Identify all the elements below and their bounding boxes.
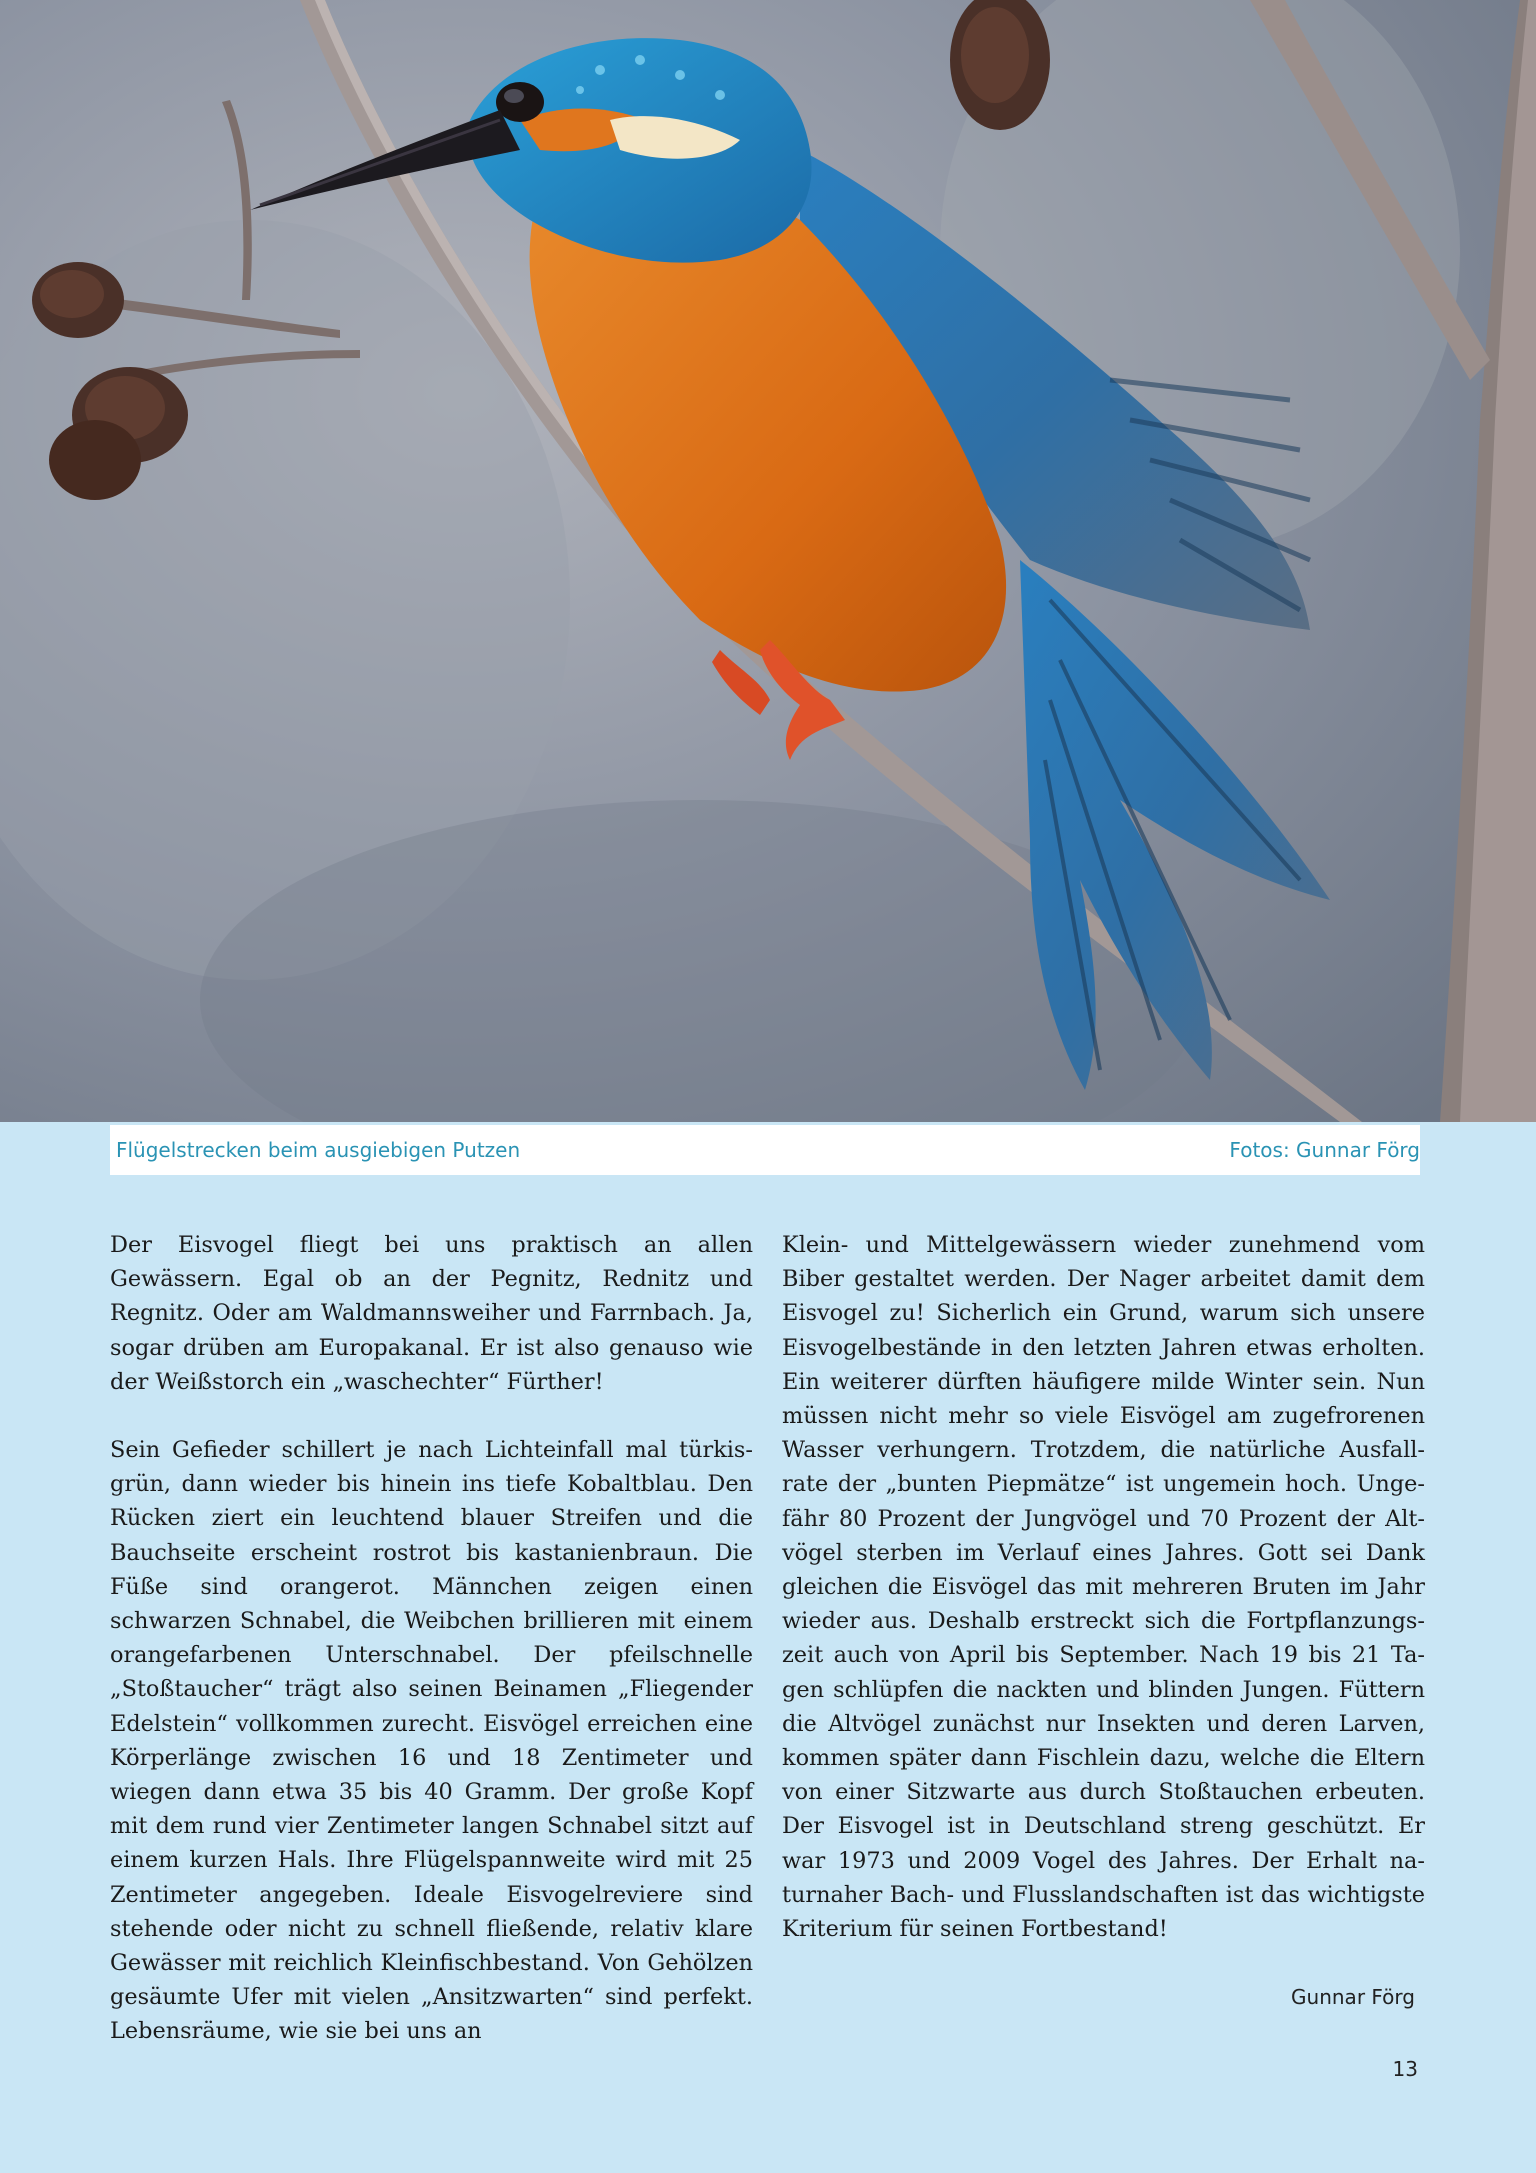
article-left-column [110, 1228, 753, 2049]
article-right-column [782, 1228, 1425, 1946]
photo-caption: Flügelstrecken beim ausgiebigen Putzen [116, 1138, 521, 1162]
photo-caption-bar [110, 1125, 1420, 1175]
article-author: Gunnar Förg [1291, 1985, 1415, 2009]
paragraph: Sein Gefieder schillert je nach Lichteinfall mal türkisgrün, dann wieder bis hinein ins tiefe Kobaltblau. Den Rücken ziert ein leuchtend blauer Streifen und die Bauchseite erscheint rostrot bis kastanienbraun. Die Füße sind orangerot. Männchen zeigen einen schwarzen Schnabel, die Weibchen brillieren mit einem orangefarbenen Unterschnabel. Der pfeilschnelle „Stoßtaucher“ trägt also seinen Beinamen „Fliegender Edelstein“ vollkommen zurecht. Eisvögel erreichen eine Körperlänge zwischen 16 und 18 Zentimeter und wiegen dann etwa 35 bis 40 Gramm. Der große Kopf mit dem rund vier Zentimeter langen Schnabel sitzt auf einem kurzen Hals. Ihre Flügelspannweite wird mit 25 Zentimeter angegeben. Ideale Eisvogelreviere sind stehende oder nicht zu schnell fließende, relativ klare Gewässer mit reichlich Kleinfischbestand. Von Gehölzen gesäumte Ufer mit vielen „Ansitzwarten“ sind perfekt. Lebensräume, wie sie bei uns an [110, 1437, 753, 2045]
photo-credit: Fotos: Gunnar Förg [1229, 1138, 1420, 1162]
paragraph: Der Eisvogel fliegt bei uns praktisch an allen Gewässern. Egal ob an der Pegnitz, Rednitz und Regnitz. Oder am Waldmannsweiher und Farrnbach. Ja, sogar drüben am Europakanal. Er ist also genauso wie der Weißstorch ein „waschechter“ Fürther! [110, 1232, 753, 1395]
paragraph: Klein- und Mittelgewässern wieder zunehmend vom Biber gestaltet werden. Der Nager arbeitet damit dem Eisvogel zu! Sicherlich ein Grund, warum sich unsere Eisvogelbestände in den letzten Jahren etwas erholten. Ein weiterer dürften häufigere milde Winter sein. Nun müssen nicht mehr so viele Eisvögel am zugefrorenen Wasser verhungern. Trotzdem, die natürliche Ausfallrate der „bunten Piepmätze“ ist ungemein hoch. Ungefähr 80 Prozent der Jungvögel und 70 Prozent der Altvögel sterben im Verlauf eines Jahres. Gott sei Dank gleichen die Eisvögel das mit mehreren Bruten im Jahr wieder aus. Deshalb erstreckt sich die Fortpflanzungszeit auch von April bis September. Nach 19 bis 21 Tagen schlüpfen die nackten und blinden Jungen. Füttern die Altvögel zunächst nur Insekten und deren Larven, kommen später dann Fischlein dazu, welche die Eltern von einer Sitzwarte aus durch Stoßtauchen erbeuten. Der Eisvogel ist in Deutschland streng geschützt. Er war 1973 und 2009 Vogel des Jahres. Der Erhalt naturnaher Bach- und Flusslandschaften ist das wichtigste Kriterium für seinen Fortbestand! [782, 1232, 1425, 1943]
page-number: 13 [1392, 2057, 1418, 2081]
